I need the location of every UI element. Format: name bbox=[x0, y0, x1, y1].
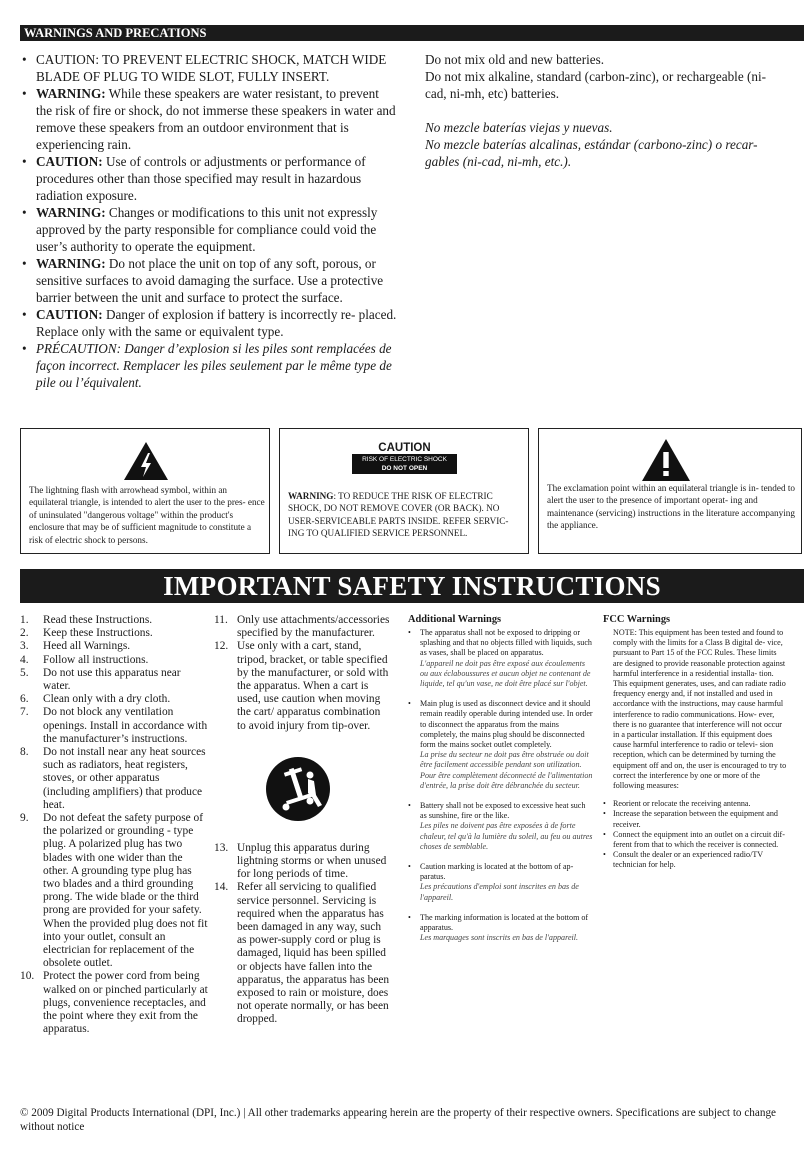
instruction-number: 10. bbox=[20, 970, 35, 983]
instructions-list bbox=[214, 614, 390, 733]
fcc-measure-text: Consult the dealer or an experienced radio/TV technician for help. bbox=[613, 850, 763, 870]
bullet: • bbox=[22, 256, 27, 271]
warning-item bbox=[20, 204, 398, 255]
warning-item bbox=[20, 255, 398, 306]
battery-note: Do not mix old and new batteries. bbox=[425, 52, 605, 67]
exclamation-warning-icon bbox=[641, 438, 691, 482]
warning-label: CAUTION: bbox=[36, 307, 103, 322]
instruction-text: Use only with a cart, stand, tripod, bracket, or table specified by the manufacturer, or sold with the apparatus. When a cart is used, use caution when moving the cart/ apparatus combination to avoid injury from tip-over. bbox=[237, 640, 389, 732]
fcc-warnings bbox=[603, 614, 787, 871]
warning-french: Les précautions d'emploi sont inscrites en bas de l'appareil. bbox=[420, 882, 579, 902]
battery-note: Do not mix alkaline, standard (carbon-zinc), or rechargeable (ni- cad, ni-mh, etc) batteries. bbox=[425, 69, 767, 101]
warning-text: While these speakers are water resistant, to prevent the risk of fire or shock, do not immerse these speakers in water and remove these speakers from an outdoor environment that is experiencing rain. bbox=[36, 86, 396, 152]
battery-notes bbox=[425, 51, 785, 170]
warning-text: Do not place the unit on top of any soft, porous, or sensitive surfaces to avoid damaging the surface. Use a protective barrier between the unit and surface to protect the surface. bbox=[36, 256, 384, 305]
section-header: WARNINGS AND PRECATIONS bbox=[20, 25, 804, 41]
bullet: • bbox=[408, 912, 411, 922]
additional-warnings-title: Additional Warnings bbox=[408, 614, 502, 625]
instruction-item bbox=[20, 640, 208, 653]
warning-item bbox=[20, 153, 398, 204]
fcc-measures-list bbox=[603, 799, 787, 870]
instructions-list bbox=[20, 614, 208, 1037]
warning-item bbox=[20, 340, 398, 391]
lightning-symbol-box bbox=[20, 428, 270, 554]
battery-note-spanish: No mezcle baterías viejas y nuevas. bbox=[425, 120, 613, 135]
instructions-column-1 bbox=[20, 614, 208, 1037]
caution-symbol-box bbox=[279, 428, 529, 554]
instruction-number: 12. bbox=[214, 640, 229, 653]
additional-warnings-list bbox=[408, 628, 594, 943]
instruction-number: 3. bbox=[20, 640, 29, 653]
caution-description bbox=[288, 490, 524, 540]
instruction-text: Unplug this apparatus during lightning storms or when unused for long periods of time. bbox=[237, 841, 387, 881]
instructions-column-2 bbox=[214, 614, 390, 1027]
bullet: • bbox=[408, 862, 411, 872]
fcc-measure-item bbox=[603, 799, 787, 809]
instruction-number: 1. bbox=[20, 614, 29, 626]
bullet: • bbox=[22, 52, 27, 67]
instruction-item bbox=[214, 842, 390, 882]
caution-title: CAUTION bbox=[378, 442, 431, 454]
fcc-measure-item bbox=[603, 850, 787, 870]
battery-note-spanish: No mezcle baterías alcalinas, estándar (carbono-zinc) o recar- gables (ni-cad, ni-mh, etc.). bbox=[425, 137, 758, 169]
instruction-text: Follow all instructions. bbox=[43, 653, 149, 666]
warning-text: Danger of explosion if battery is incorrectly re- placed. Replace only with the same or equivalent type. bbox=[36, 307, 397, 339]
instruction-item bbox=[20, 654, 208, 667]
warning-english: Caution marking is located at the bottom of ap- paratus. bbox=[420, 862, 574, 882]
instruction-text: Only use attachments/accessories specified by the manufacturer. bbox=[237, 614, 390, 640]
bullet: • bbox=[22, 86, 27, 101]
instruction-number: 11. bbox=[214, 614, 228, 626]
instruction-item bbox=[214, 614, 390, 640]
fcc-measure-text: Increase the separation between the equipment and receiver. bbox=[613, 809, 778, 829]
instruction-text: Keep these Instructions. bbox=[43, 627, 153, 640]
instruction-number: 14. bbox=[214, 881, 229, 894]
lightning-warning-icon bbox=[123, 441, 169, 481]
instruction-text: Refer all servicing to qualified service personnel. Servicing is required when the apparatus has been damaged in any way, such as power-supply cord or plug is damaged, liquid has been spilled or objects have fallen into the apparatus, the apparatus has been exposed to rain or moisture, does not operate normally, or has been dropped. bbox=[237, 881, 390, 1026]
bullet: • bbox=[22, 341, 27, 356]
caution-warning-text: : TO REDUCE THE RISK OF ELECTRIC SHOCK, DO NOT REMOVE COVER (OR BACK). NO USER-SERVICEABLE PARTS INSIDE. REFER SERVIC- ING TO QUALIFIED SERVICE PERSONNEL. bbox=[288, 491, 509, 539]
instruction-number: 9. bbox=[20, 812, 29, 825]
instruction-text: Clean only with a dry cloth. bbox=[43, 693, 171, 706]
instruction-item bbox=[214, 881, 390, 1026]
additional-warning-item bbox=[408, 913, 594, 944]
instruction-item bbox=[20, 746, 208, 812]
bullet: • bbox=[22, 205, 27, 220]
additional-warning-item bbox=[408, 628, 594, 689]
warning-english: Battery shall not be exposed to excessive heat such as sunshine, fire or the like. bbox=[420, 801, 586, 821]
additional-warnings bbox=[408, 614, 594, 953]
bullet: • bbox=[408, 801, 411, 811]
footer-copyright: © 2009 Digital Products International (DPI, Inc.) | All other trademarks appearing herein are the property of their respective owners. Specifications are subject to change without notice bbox=[20, 1107, 777, 1133]
fcc-warnings-title: FCC Warnings bbox=[603, 614, 671, 625]
additional-warning-item bbox=[408, 862, 594, 903]
bullet: • bbox=[603, 809, 606, 819]
warning-english: The apparatus shall not be exposed to dripping or splashing and that no objects filled with liquids, such as vases, shall be placed on apparatus. bbox=[420, 628, 592, 658]
bullet: • bbox=[22, 154, 27, 169]
instruction-item bbox=[20, 693, 208, 706]
cart-tip-over-icon bbox=[264, 755, 332, 823]
exclamation-symbol-box bbox=[538, 428, 802, 554]
fcc-measure-text: Connect the equipment into an outlet on a circuit dif- ferent from that to which the receiver is connected. bbox=[613, 829, 785, 850]
warning-text: Changes or modifications to this unit not expressly approved by the party responsible for compliance could void the user’s authority to operate the equipment. bbox=[36, 205, 378, 254]
instruction-item bbox=[20, 706, 208, 746]
safety-title: IMPORTANT SAFETY INSTRUCTIONS bbox=[20, 569, 804, 603]
bullet: • bbox=[408, 628, 411, 637]
fcc-measure-text: Reorient or relocate the receiving antenna. bbox=[613, 799, 751, 809]
warnings-list bbox=[20, 51, 398, 391]
caution-warning-label: WARNING bbox=[288, 491, 334, 501]
instruction-number: 2. bbox=[20, 627, 29, 640]
lightning-description: The lightning flash with arrowhead symbol, within an equilateral triangle, is intended to alert the user to the pres- ence of uninsulated "dangerous voltage" within the product's enclosure that may be of sufficient magnitude to constitute a risk of electric shock to persons. bbox=[29, 485, 265, 545]
warning-label: WARNING: bbox=[36, 86, 106, 101]
instruction-text: Do not install near any heat sources such as radiators, heat registers, stoves, or other apparatus (including amplifiers) that produce heat. bbox=[43, 746, 206, 811]
warning-french: L'appareil ne doit pas être exposé aux écoulements ou aux éclaboussures et aucun objet ne contenant de liquide, tel qu'un vase, ne doit être placé sur l'objet. bbox=[420, 658, 591, 689]
instruction-text: Protect the power cord from being walked on or pinched particularly at plugs, convenience receptacles, and the point where they exit from the apparatus. bbox=[43, 970, 208, 1036]
bullet: • bbox=[22, 307, 27, 322]
caution-label bbox=[352, 442, 457, 474]
instruction-text: Do not block any ventilation openings. Install in accordance with the manufacturer’s instructions. bbox=[43, 706, 208, 745]
instruction-text: Do not use this apparatus near water. bbox=[43, 666, 181, 693]
warning-item bbox=[20, 51, 398, 85]
additional-warning-item bbox=[408, 699, 594, 791]
warning-item bbox=[20, 85, 398, 153]
fcc-measure-item bbox=[603, 830, 787, 850]
warning-text: Use of controls or adjustments or performance of procedures other than those specified may result in hazardous radiation exposure. bbox=[36, 154, 366, 203]
instruction-text: Do not defeat the safety purpose of the polarized or grounding - type plug. A polarized plug has two blades with one wider than the other. A grounding type plug has two blades and a third grounding prong. The wide blade or the third prong are provided for your safety. When the provided plug does not fit into your outlet, consult an electrician for replacement of the obsolete outlet. bbox=[43, 812, 208, 970]
instruction-number: 5. bbox=[20, 666, 29, 679]
instruction-number: 8. bbox=[20, 746, 29, 759]
bullet: • bbox=[408, 699, 411, 709]
instruction-number: 6. bbox=[20, 693, 29, 706]
warning-label: WARNING: bbox=[36, 205, 106, 220]
additional-warning-item bbox=[408, 801, 594, 852]
instruction-item bbox=[20, 812, 208, 970]
warning-english: Main plug is used as disconnect device and it should remain readily operable during intended use. In order to disconnect the apparatus from the mains completely, the mains plug should be disconnected form the mains socket outlet completely. bbox=[420, 699, 593, 750]
fcc-note: NOTE: This equipment has been tested and found to comply with the limits for a Class B digital de- vice, pursuant to Part 15 of the FCC Rules. These limits are designed to provide reasonable protection against harmful interference in a residential installa- tion. This equipment generates, uses, and can radiate radio frequency energy and, if not installed and used in accordance with the instructions, may cause harmful interference to radio communications. How- ever, there is no guarantee that interference will not occur in a particular installation. If this equipment does cause harmful interference to radio or televi- sion reception, which can be determined by turning the equipment off and on, the user is encouraged to try to correct the interference by one or more of the following measures: bbox=[613, 628, 787, 791]
warning-label: WARNING: bbox=[36, 256, 106, 271]
bullet: • bbox=[603, 799, 606, 809]
instruction-number: 7. bbox=[20, 706, 29, 719]
instruction-item bbox=[214, 640, 390, 732]
warning-french: Les piles ne doivent pas être exposées à de forte chaleur, tel qu'à la lumière du soleil, au feu ou autres choses de semblable. bbox=[420, 821, 593, 851]
exclamation-description: The exclamation point within an equilateral triangle is in- tended to alert the user to the presence of important operat- ing and maintenance (servicing) instructions in the literature accompanying the appliance. bbox=[547, 483, 795, 531]
instruction-number: 13. bbox=[214, 841, 229, 854]
instructions-list bbox=[214, 842, 390, 1027]
warning-text: PRÉCAUTION: Danger d’explosion si les piles sont remplacées de façon incorrect. Remplacer les piles seulement par le même type de pile ou l’équivalent. bbox=[36, 341, 392, 390]
warning-item bbox=[20, 306, 398, 340]
caution-sub-line: DO NOT OPEN bbox=[381, 465, 428, 472]
fcc-measure-item bbox=[603, 809, 787, 829]
warning-label: CAUTION: bbox=[36, 154, 103, 169]
instruction-item bbox=[20, 667, 208, 693]
bullet: • bbox=[603, 829, 606, 839]
warning-text: CAUTION: TO PREVENT ELECTRIC SHOCK, MATCH WIDE BLADE OF PLUG TO WIDE SLOT, FULLY INSERT. bbox=[36, 52, 387, 84]
instruction-item bbox=[20, 627, 208, 640]
instruction-item bbox=[20, 614, 208, 627]
instruction-text: Heed all Warnings. bbox=[43, 640, 131, 653]
instruction-text: Read these Instructions. bbox=[43, 614, 153, 626]
bullet: • bbox=[603, 850, 606, 860]
warning-english: The marking information is located at the bottom of apparatus. bbox=[420, 912, 589, 933]
instruction-item bbox=[20, 970, 208, 1036]
instruction-number: 4. bbox=[20, 653, 29, 666]
warning-french: Les marquages sont inscrits en bas de l'appareil. bbox=[420, 933, 579, 943]
warning-french: La prise du secteur ne doit pas être obstruée ou doit être facilement accessible pendant son utilization. Pour être complètement déconnecté de l'alimentation d'entrée, la prise doit être débranchée du secteur. bbox=[420, 750, 593, 790]
caution-sub-line: RISK OF ELECTRIC SHOCK bbox=[362, 456, 447, 463]
caution-subtitle bbox=[352, 454, 457, 474]
